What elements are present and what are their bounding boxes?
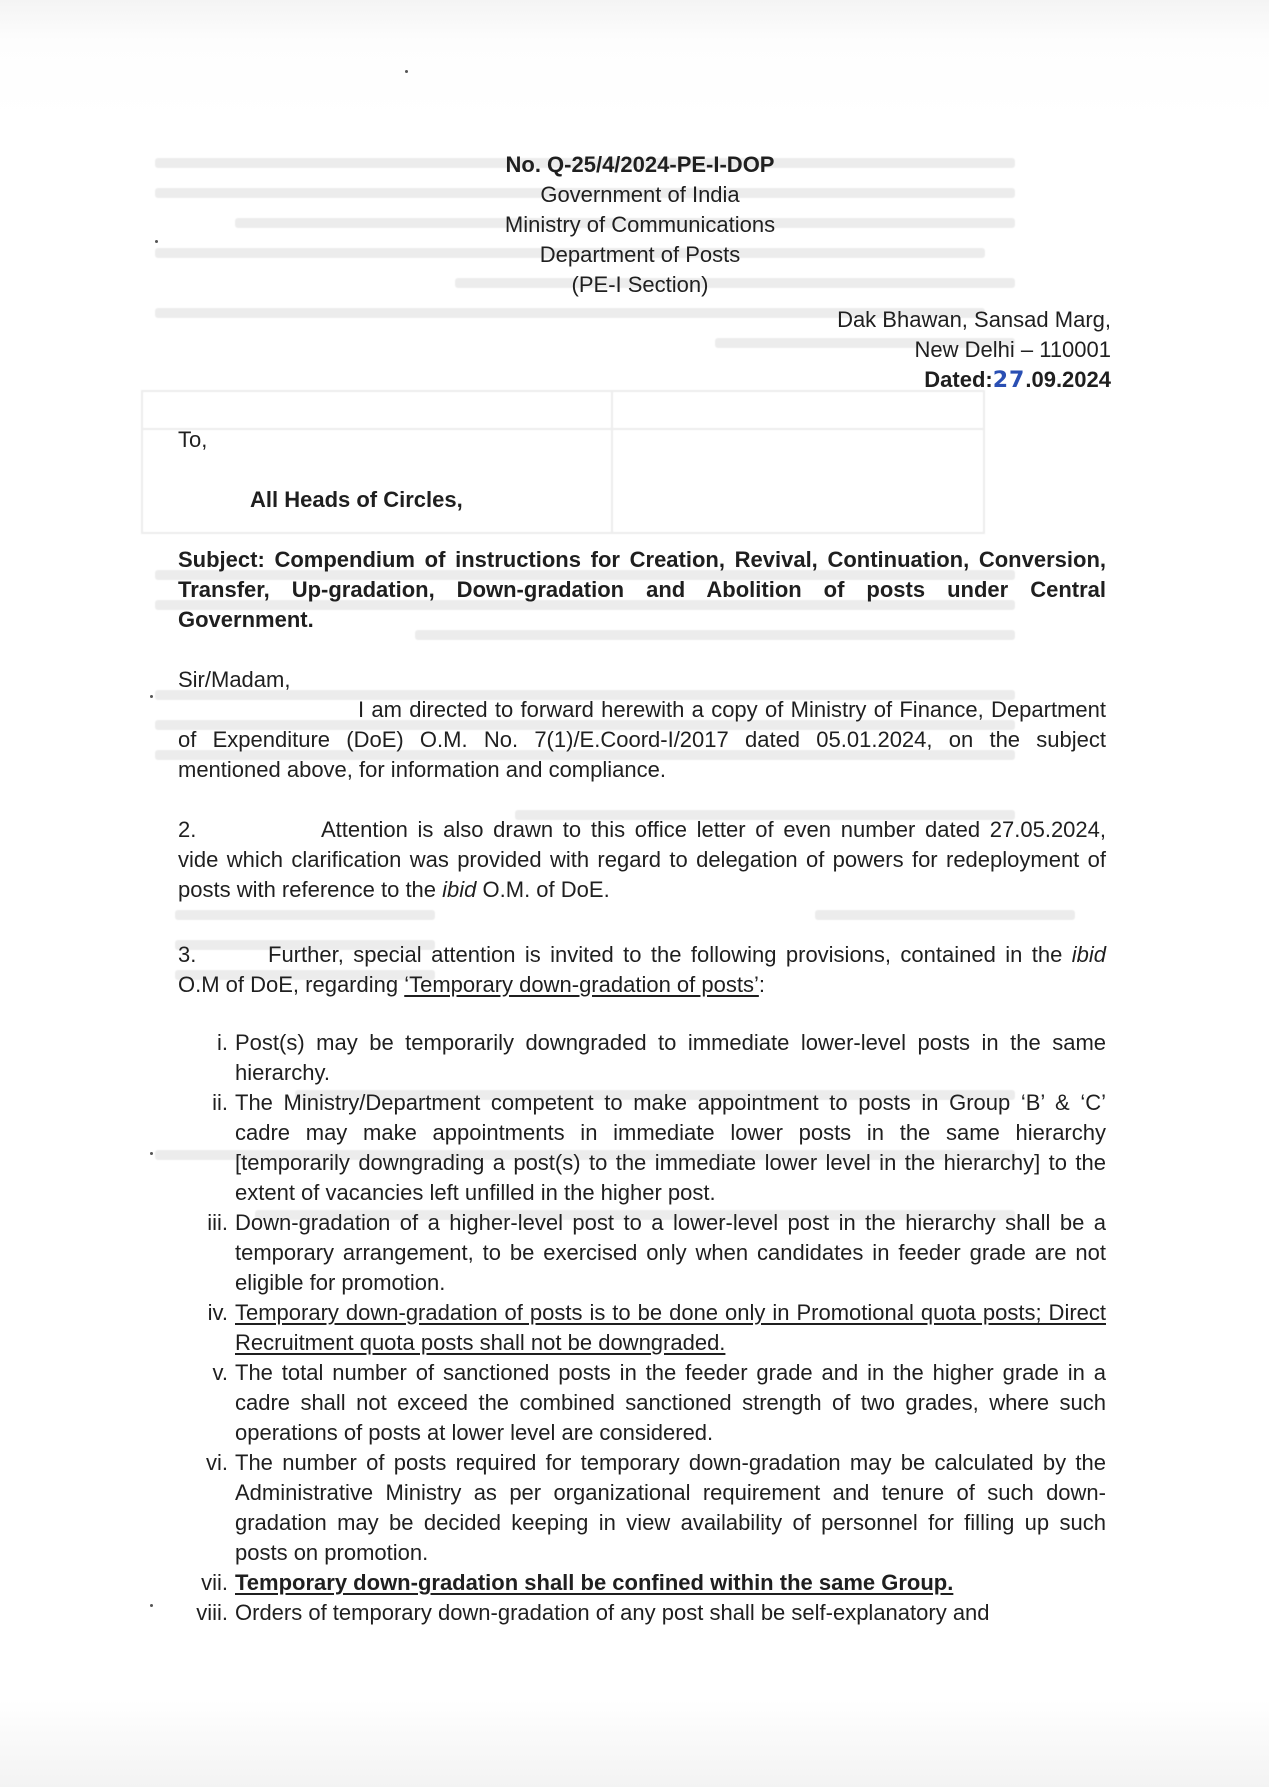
section-name: (PE-I Section) (571, 272, 709, 297)
dated-month-year: .09.2024 (1025, 367, 1111, 392)
to-label: To, (178, 427, 208, 452)
handwritten-day: 27 (992, 368, 1026, 393)
paragraph-3-text-mid: O.M of DoE, regarding (178, 972, 399, 997)
list-item-number: i. (217, 1030, 228, 1055)
list-item (178, 1568, 1106, 1598)
paragraph-2-ibid: ibid (442, 877, 477, 902)
provisions-list (178, 1028, 1106, 1628)
list-item-text: Down-gradation of a higher-level post to a lower-level post in the hierarchy shall be a temporary arrangement, to be exercised only when candidates in feeder grade are not eligible for promotion. (235, 1210, 1106, 1295)
address-line-2: New Delhi – 110001 (914, 337, 1111, 362)
list-item-number: ii. (212, 1090, 228, 1115)
list-item-text: Orders of temporary down-gradation of any post shall be self-explanatory and (235, 1600, 990, 1625)
list-item (178, 1358, 1106, 1448)
list-item-text: Post(s) may be temporarily downgraded to immediate lower-level posts in the same hierarchy. (235, 1030, 1106, 1085)
salutation: Sir/Madam, (178, 667, 291, 692)
paragraph-2-text: Attention is also drawn to this office letter of even number dated 27.05.2024, vide which clarification was provided with regard to delegation of powers for redeployment of posts with reference to the (178, 817, 1106, 902)
paragraph-2-text-end: O.M. of DoE. (482, 877, 610, 902)
addressee: All Heads of Circles, (250, 487, 463, 512)
ministry-name: Ministry of Communications (504, 212, 776, 237)
list-item (178, 1028, 1106, 1088)
paragraph-2-number: 2. (178, 817, 197, 842)
list-item (178, 1598, 1106, 1628)
list-item-number: v. (212, 1360, 228, 1385)
dated-line (924, 365, 1111, 396)
dated-label: Dated: (924, 367, 993, 392)
paragraph-3-text: Further, special attention is invited to the following provisions, contained in the (268, 942, 1063, 967)
list-item-text: Temporary down-gradation of posts is to be done only in Promotional quota posts; Direct Recruitment quota posts shall not be downgraded. (235, 1300, 1106, 1355)
reference-number: No. Q-25/4/2024-PE-I-DOP (505, 152, 775, 177)
list-item-text: The total number of sanctioned posts in the feeder grade and in the higher grade in a cadre shall not exceed the combined sanctioned strength of two grades, where such operations of posts at lower level are considered. (235, 1360, 1106, 1445)
paragraph-2 (178, 815, 1106, 905)
paragraph-3-underlined-topic: ‘Temporary down-gradation of posts’ (404, 972, 759, 997)
paragraph-3 (178, 940, 1106, 1000)
list-item-text: The Ministry/Department competent to make appointment to posts in Group ‘B’ & ‘C’ cadre may make appointments in immediate lower posts in the same hierarchy [temporarily downgrading a post(s) to the immediate lower level in the hierarchy] to the extent of vacancies left unfilled in the higher post. (235, 1090, 1106, 1205)
list-item-text: Temporary down-gradation shall be confined within the same Group. (235, 1570, 954, 1595)
list-item-number: vii. (201, 1570, 228, 1595)
government-name: Government of India (540, 182, 740, 207)
list-item-number: iii. (207, 1210, 228, 1235)
list-item (178, 1208, 1106, 1298)
list-item (178, 1448, 1106, 1568)
list-item-number: vi. (206, 1450, 228, 1475)
list-item (178, 1088, 1106, 1208)
paragraph-3-colon: : (758, 972, 765, 997)
department-name: Department of Posts (539, 242, 741, 267)
paragraph-1: I am directed to forward herewith a copy of Ministry of Finance, Department of Expenditure (DoE) O.M. No. 7(1)/E.Coord-I/2017 dated 05.01.2024, on the subject mentioned above, for information and compliance. (178, 697, 1106, 782)
list-item (178, 1298, 1106, 1358)
address-line-1: Dak Bhawan, Sansad Marg, (837, 307, 1111, 332)
paragraph-3-number: 3. (178, 942, 197, 967)
paragraph-3-ibid: ibid (1071, 942, 1106, 967)
list-item-text: The number of posts required for temporary down-gradation may be calculated by the Administrative Ministry as per organizational requirement and tenure of such down-gradation may be decided keeping in view availability of personnel for filling up such posts on promotion. (235, 1450, 1106, 1565)
subject-line: Subject: Compendium of instructions for Creation, Revival, Continuation, Conversion, Transfer, Up-gradation, Down-gradation and Abolition of posts under Central Government. (178, 547, 1106, 632)
list-item-number: iv. (207, 1300, 228, 1325)
list-item-number: viii. (196, 1600, 228, 1625)
